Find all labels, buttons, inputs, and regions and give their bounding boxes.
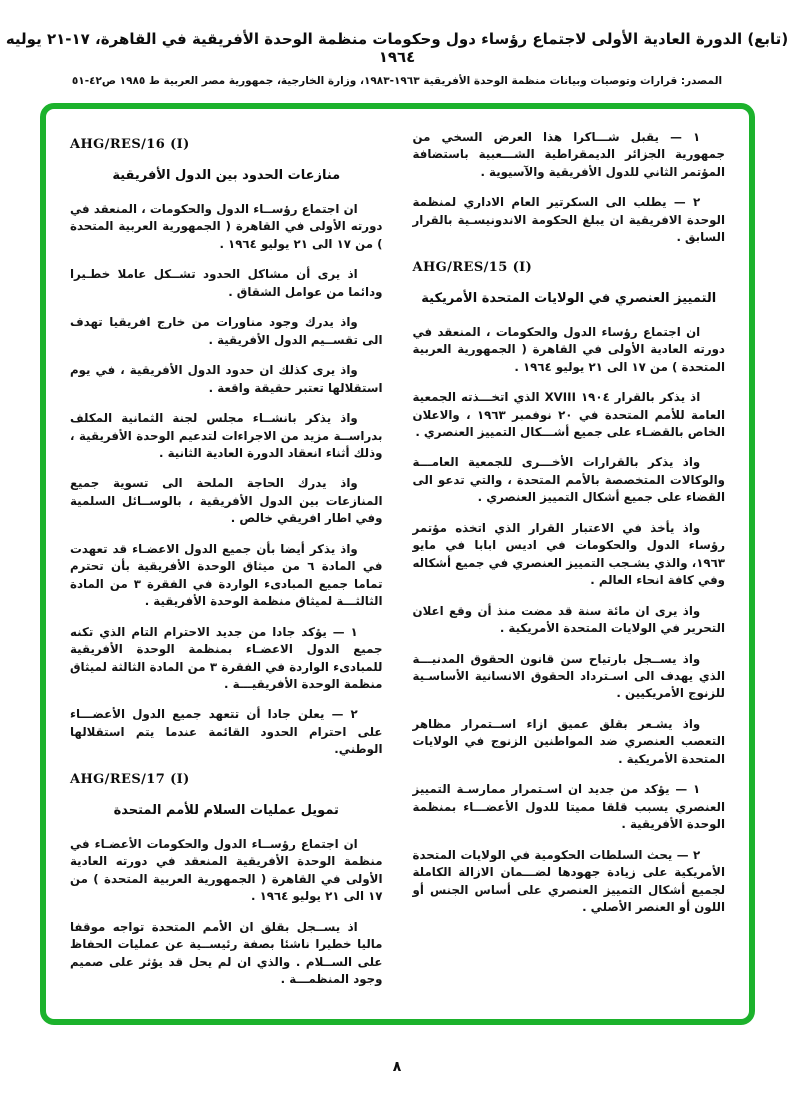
paragraph: واذ يذكر بالقرارات الأخـــرى للجمعية العامـــة والوكالات المتخصصة بالأمم المتحدة ، والتي تدعو الى القضاء على جميع أشكال التمييز العنصري . — [412, 455, 725, 505]
paragraph: ان اجتماع رؤساء الدول والحكومات ، المنعقد في دورته العادية الأولى في القاهرة ( الجمهورية العربية المتحدة ) من ١٧ الى ٢١ يوليو ١٩٦٤ . — [412, 324, 725, 374]
paragraph: اذ يســجل بقلق ان الأمم المتحدة تواجه موقفا ماليا خطيرا ناشئا بصفة رئيســية عن عمليات الحفاظ على الســلام . والذي ان لم يحل قد يؤثر على صميم وجود المنظمـــة . — [70, 919, 383, 986]
paragraph: اذ يرى أن مشاكل الحدود تشــكل عاملا خطـيرا ودائما من عوامل الشقاق . — [70, 267, 383, 299]
content-border — [40, 103, 755, 1025]
paragraph: ان اجتماع رؤســاء الدول والحكومات الأعضـاء في منظمة الوحدة الأفريقية المنعقد في دورته العادية الأولى في القاهرة ( الجمهورية العربية المتحدة ) من ١٧ الى ٢١ يوليو ١٩٦٤ . — [70, 836, 383, 904]
paragraph: ٢ — يحث السلطات الحكومية في الولايات المتحدة الأمريكية على زيادة جهودها لضـــمان الازالة الكاملة لجميع أشكال التمييز العنصري على أساس الجنس أو اللون أو العنصر الأصلي . — [412, 847, 725, 914]
page-number: ٨ — [392, 1059, 402, 1075]
header-source-line: المصدر: قرارات وتوصيات وبيانات منظمة الوحدة الأفريقية ١٩٦٣-١٩٨٣، وزارة الخارجية، جمهورية مصر العربية ط ١٩٨٥ ص٤٢-٥١ — [71, 75, 723, 87]
paragraph: واذ يشـعر بقلق عميق ازاء اســتمرار مظاهر التعصب العنصري ضد المواطنين الزنوج في الولايات المتحدة الأمريكية . — [412, 716, 725, 766]
paragraph: ١ — يؤكد جادا من جديد الاحترام التام الذي تكنه جميع الدول الاعضـاء بمنظمة الوحدة الأفريقية للمبادىء الواردة في الفقرة ٣ من المادة الثالثة لميثاق منظمة الوحدة الأفريقيـــة . — [70, 624, 383, 691]
paragraph: ان اجتماع رؤســاء الدول والحكومات ، المنعقد في دورته الأولى في القاهرة ( الجمهورية العربية المتحدة ) من ١٧ الى ٢١ يوليو ١٩٦٤ . — [70, 202, 383, 251]
paragraph: واذ يرى ان مائة سنة قد مضت منذ أن وقع اعلان التحرير في الولايات المتحدة الأمريكية . — [412, 603, 725, 636]
page-header — [0, 0, 794, 87]
resolution-code: AHG/RES/17 (I) — [70, 771, 190, 787]
paragraph: واذ يذكر أيضا بأن جميع الدول الاعضـاء قد تعهدت في المادة ٦ من ميثاق الوحدة الأفريقية بأن تحترم تماما جميع المبادىء الواردة في الفقرة ٣ من المادة الثالثـــة لميثاق منظمة الوحدة الأفريقية . — [70, 541, 383, 609]
paragraph: واذ يذكر بانشــاء مجلس لجنة الثمانية المكلف بدراســة مزيد من الاجراءات لتدعيم الوحدة الأفريقية ، وذلك أثناء انعقاد الدورة العادية الثانية . — [70, 411, 383, 460]
paragraph: واذ يرى كذلك ان حدود الدول الأفريقية ، في يوم استقلالها تعتبر حقيقة واقعة . — [70, 363, 383, 395]
resolution-title: منازعات الحدود بين الدول الأفريقية — [112, 168, 341, 183]
paragraph: ١ — يؤكد من جديد ان اسـتمرار ممارسـة التمييز العنصري يسبب قلقا مميتا للدول الأعضـــاء بمنظمة الوحدة الأفريقية . — [412, 782, 725, 832]
paragraph: اذ يذكر بالقرار ١٩٠٤ XVIII الذي اتخـــذته الجمعية العامة للأمم المتحدة في ٢٠ نوفمبر ١٩٦٣ ، والاعلان الخاص بالقضـاء على جميع أشـــكال التمييز العنصري . — [412, 390, 725, 439]
paragraph: واذ يأخذ في الاعتبار القرار الذي اتخذه مؤتمر رؤساء الدول والحكومات في اديس ابابا في مايو ١٩٦٣، والذي يشـجب التمييز العنصري في جميع أشكاله وفي كافة انحاء العالم . — [412, 520, 725, 588]
header-title: (تابع) الدورة العادية الأولى لاجتماع رؤساء دول وحكومات منظمة الوحدة الأفريقية في القاهرة، ١٧-٢١ يوليه ١٩٦٤ — [5, 30, 789, 66]
paragraph: ٢ — يطلب الى السكرتير العام الاداري لمنظمة الوحدة الافريقية ان يبلغ الحكومة الاندونيسـية بالقرار السابق . — [412, 195, 725, 245]
resolution-title: تمويل عمليات السلام للأمم المتحدة — [113, 802, 339, 818]
column-left — [70, 129, 383, 1009]
resolution-code: AHG/RES/15 (I) — [412, 259, 533, 275]
columns-container — [46, 109, 749, 1019]
resolution-title: التمييز العنصري في الولايات المتحدة الأمريكية — [421, 290, 717, 306]
paragraph: ١ — يقبل شـــاكرا هذا العرض السخي من جمهورية الجزائر الديمقراطية الشـــعبية باستضافة المؤتمر الثاني للدول الأفريقية والآسيوية . — [412, 130, 725, 179]
resolution-code: AHG/RES/16 (I) — [70, 137, 190, 152]
paragraph: واذ يســجل بارتياح سن قانون الحقوق المدنيـــة الذي يهدف الى اسـترداد الحقوق الانسانية الأساسـية للزنوج الأمريكيين . — [412, 651, 725, 701]
column-right — [413, 129, 726, 1009]
paragraph: ٢ — يعلن جادا أن تتعهد جميع الدول الأعضـــاء على احترام الحدود القائمة عندما يتم استقلالها الوطني. — [70, 707, 383, 757]
paragraph: واذ يدرك وجود مناورات من خارج افريقيا تهدف الى تقســيم الدول الأفريقية . — [70, 315, 383, 347]
paragraph: واذ يدرك الحاجة الملحة الى تسوية جميع المنازعات بين الدول الأفريقية ، بالوســائل السلمية وفي اطار افريقي خالص . — [70, 476, 383, 526]
